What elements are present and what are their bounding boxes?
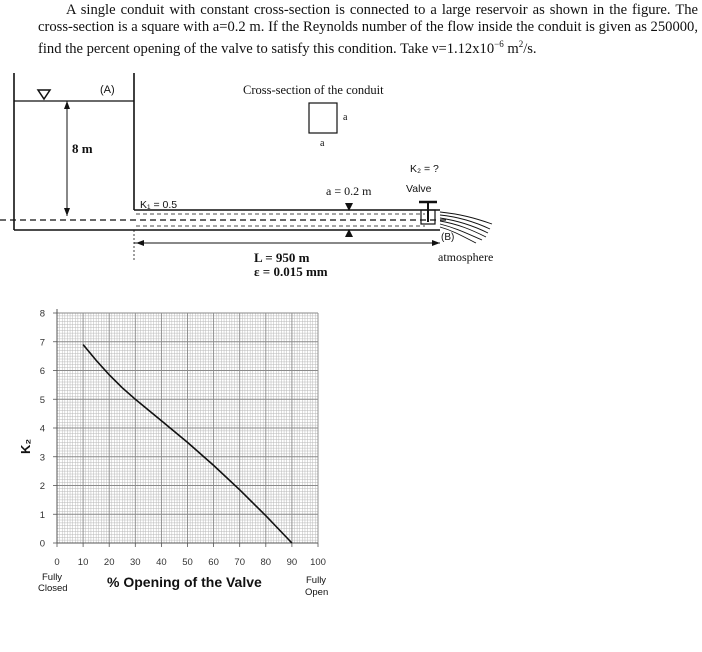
y-tick-label: 0 xyxy=(39,538,45,550)
depth-arrow-top-icon xyxy=(64,101,70,109)
length-label: L = 950 m xyxy=(254,250,310,265)
point-b-label: (B) xyxy=(441,232,455,243)
depth-arrow-bottom-icon xyxy=(64,208,70,216)
cross-section-square xyxy=(309,103,337,133)
side-a-right-label: a xyxy=(343,112,348,123)
y-tick-label: 8 xyxy=(39,308,45,320)
k1-label: K₁ = 0.5 xyxy=(140,199,178,211)
length-arrow-right-icon xyxy=(432,240,440,246)
x-tick-label: 90 xyxy=(286,557,298,568)
y-tick-label: 1 xyxy=(39,509,45,521)
x-tick-label: 20 xyxy=(103,557,115,568)
water-surface-icon xyxy=(38,90,50,99)
y-tick-label: 6 xyxy=(39,366,45,377)
y-tick-label: 3 xyxy=(39,452,45,464)
k2-label: K₂ = ? xyxy=(410,163,439,175)
x-caption-fully-open-1: Fully xyxy=(306,575,327,586)
x-caption-fully-open-2: Open xyxy=(305,587,329,598)
x-tick-label: 0 xyxy=(54,557,60,568)
x-tick-label: 100 xyxy=(310,557,326,568)
problem-line-3-unit: m xyxy=(503,40,519,57)
k2-chart xyxy=(18,309,328,599)
x-tick-label: 70 xyxy=(234,557,245,568)
point-a-label: (A) xyxy=(100,84,115,96)
chart-x-ticks xyxy=(54,543,326,568)
chart-y-axis-label: K₂ xyxy=(18,438,33,454)
depth-label: 8 m xyxy=(72,141,93,156)
x-tick-label: 50 xyxy=(182,557,193,568)
x-tick-label: 60 xyxy=(208,557,219,568)
valve-icon xyxy=(419,202,437,224)
chart-x-axis-label: % Opening of the Valve xyxy=(107,574,262,590)
x-tick-label: 30 xyxy=(130,557,141,568)
valve-label: Valve xyxy=(406,183,432,195)
roughness-label: ε = 0.015 mm xyxy=(254,264,328,279)
y-tick-label: 5 xyxy=(39,394,45,406)
x-tick-label: 80 xyxy=(260,557,272,568)
problem-line-2: The cross-section is a square with a=0.2 m. If the Reynolds number of the flow inside the conduit is given xyxy=(38,2,699,35)
x-caption-fully-closed-1: Fully xyxy=(42,572,63,583)
chart-y-ticks xyxy=(40,309,57,550)
viscosity-exponent: −6 xyxy=(494,39,504,49)
x-tick-label: 10 xyxy=(77,557,89,568)
unit-square: 2 xyxy=(518,39,524,49)
y-tick-label: 4 xyxy=(39,423,45,435)
problem-line-1: A single conduit with constant cross-section is connected to a large reservoir as shown in the figure. xyxy=(66,2,671,18)
y-tick-label: 7 xyxy=(39,337,45,349)
x-tick-label: 40 xyxy=(156,557,167,568)
atmosphere-label: atmosphere xyxy=(438,250,494,264)
reservoir-schematic xyxy=(0,73,448,262)
a-dimension-label: a = 0.2 m xyxy=(326,184,372,198)
x-caption-fully-closed-2: Closed xyxy=(38,583,68,594)
y-tick-label: 2 xyxy=(39,481,45,492)
cross-section-title: Cross-section of the conduit xyxy=(243,83,384,97)
problem-line-3-end: /s. xyxy=(523,40,537,57)
length-arrow-left-icon xyxy=(136,240,144,246)
side-a-bottom-label: a xyxy=(320,138,325,149)
problem-line-3: as 250000, find the percent opening of the valve to satisfy this condition. Take ν=1.12x10 xyxy=(38,19,698,57)
